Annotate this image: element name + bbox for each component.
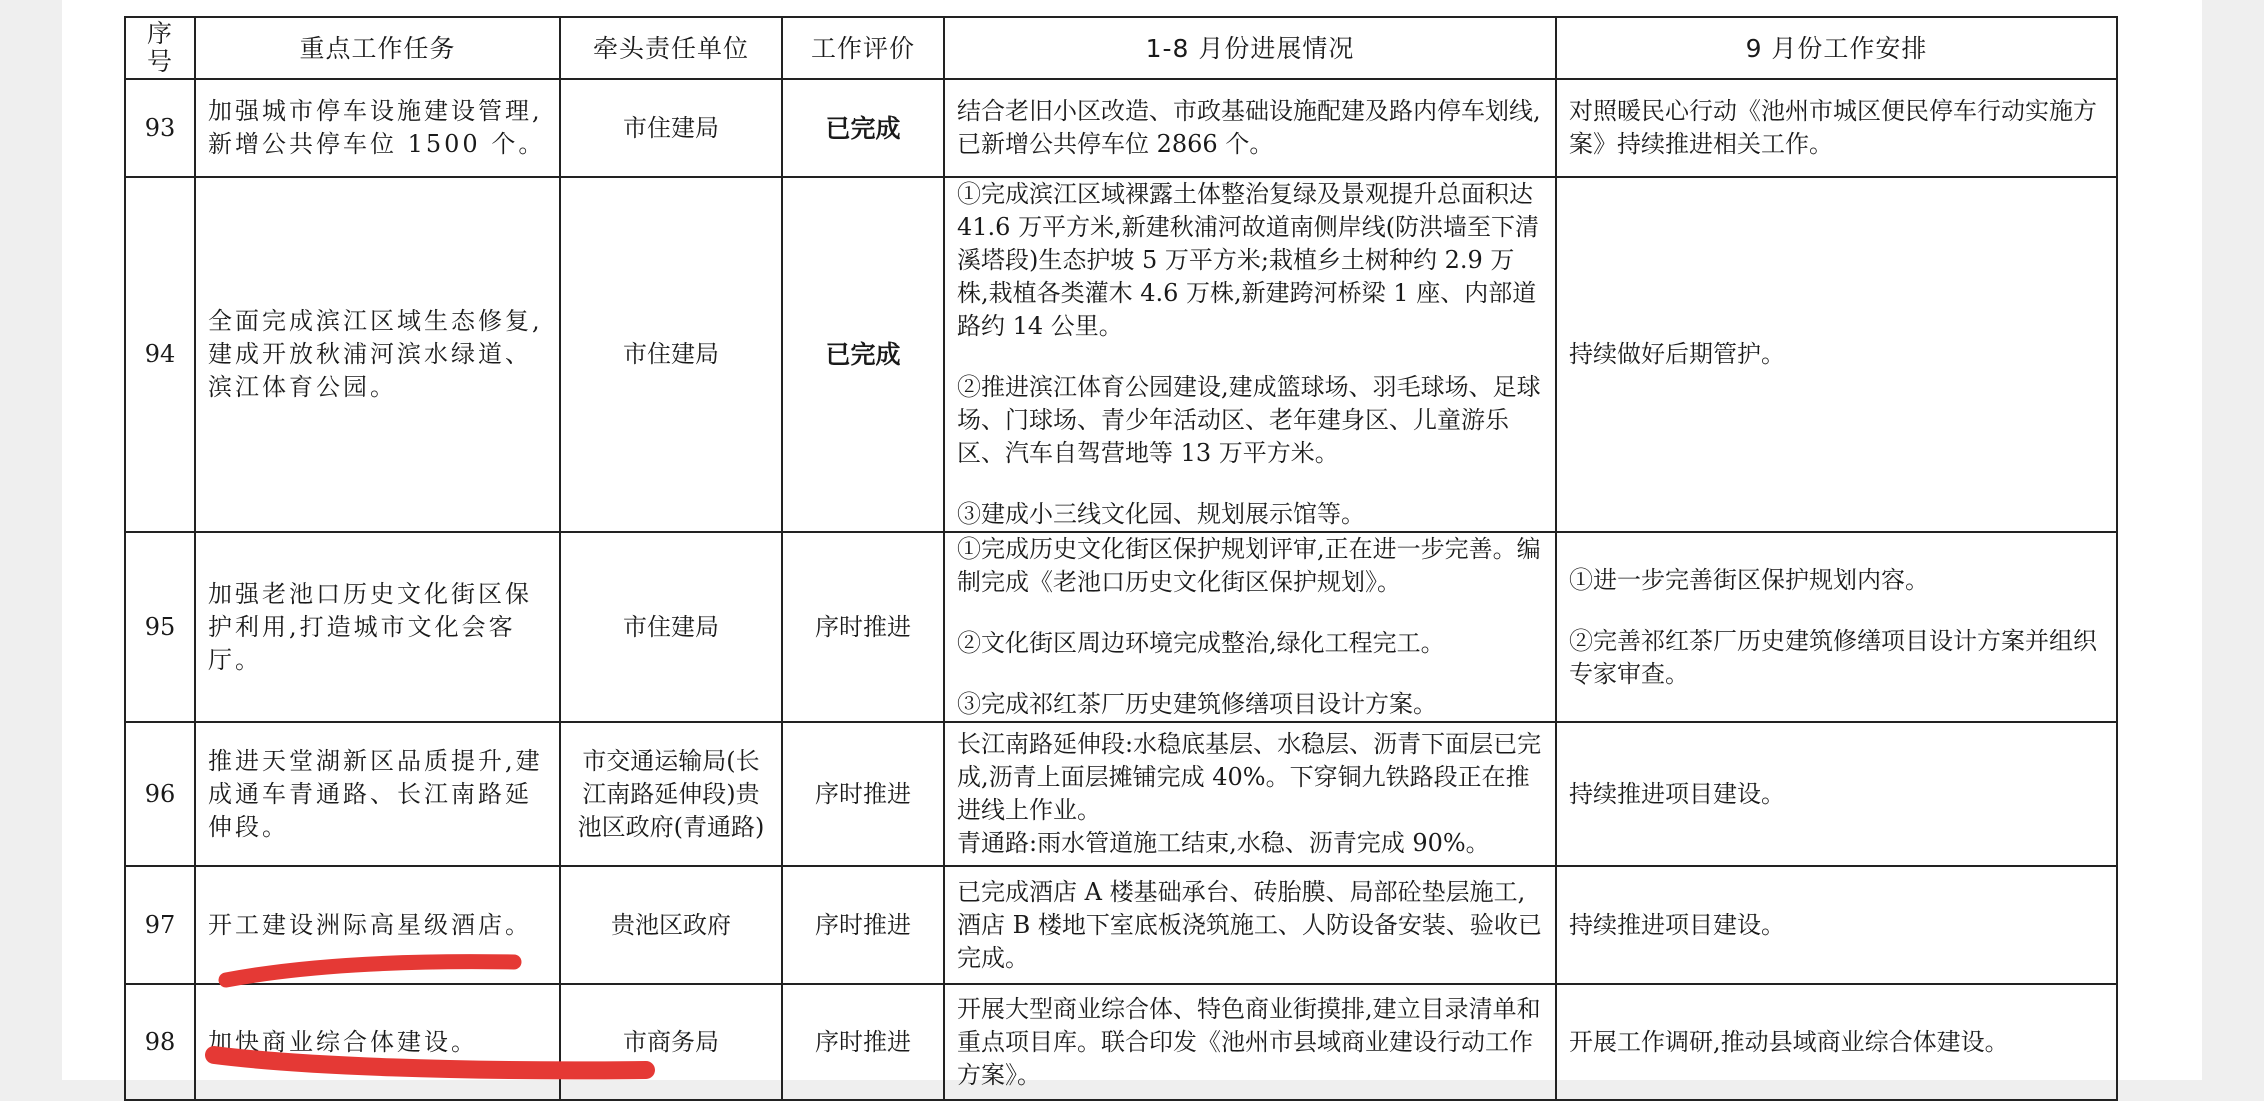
table-row xyxy=(125,79,2117,177)
progress-cell xyxy=(944,532,1556,722)
evaluation-cell: 已完成 xyxy=(782,177,944,532)
task-cell: 加强城市停车设施建设管理,新增公共停车位 1500 个。 xyxy=(195,79,560,177)
table-row xyxy=(125,532,2117,722)
plan-cell: 持续推进项目建设。 xyxy=(1556,722,2117,866)
progress-cell xyxy=(944,722,1556,866)
evaluation-cell: 已完成 xyxy=(782,79,944,177)
header-serial-number: 序号 xyxy=(125,17,195,79)
task-cell: 全面完成滨江区域生态修复,建成开放秋浦河滨水绿道、滨江体育公园。 xyxy=(195,177,560,532)
table-row xyxy=(125,722,2117,866)
plan-item: ①进一步完善街区保护规划内容。 xyxy=(1569,565,1929,594)
unit-cell: 市住建局 xyxy=(560,532,782,722)
progress-item: 青通路:雨水管道施工结束,水稳、沥青完成 90%。 xyxy=(957,829,1490,857)
progress-cell: 开展大型商业综合体、特色商业街摸排,建立目录清单和重点项目库。联合印发《池州市县域商业建设行动工作方案》。 xyxy=(944,984,1556,1100)
table-row xyxy=(125,866,2117,984)
task-cell: 加强老池口历史文化街区保护利用,打造城市文化会客厅。 xyxy=(195,532,560,722)
row-number: 94 xyxy=(125,177,195,532)
progress-item: ②推进滨江体育公园建设,建成篮球场、羽毛球场、足球场、门球场、青少年活动区、老年建身区、儿童游乐区、汽车自驾营地等 13 万平方米。 xyxy=(957,373,1541,467)
row-number: 98 xyxy=(125,984,195,1100)
unit-cell: 市商务局 xyxy=(560,984,782,1100)
header-evaluation: 工作评价 xyxy=(782,17,944,79)
header-lead-unit: 牵头责任单位 xyxy=(560,17,782,79)
task-cell: 开工建设洲际高星级酒店。 xyxy=(195,866,560,984)
plan-cell: 持续做好后期管护。 xyxy=(1556,177,2117,532)
plan-cell: 持续推进项目建设。 xyxy=(1556,866,2117,984)
plan-cell: 开展工作调研,推动县域商业综合体建设。 xyxy=(1556,984,2117,1100)
progress-item: ①完成滨江区域裸露土体整治复绿及景观提升总面积达 41.6 万平方米,新建秋浦河故道南侧岸线(防洪墙至下清溪塔段)生态护坡 5 万平方米;栽植乡土树种约 2.9 万株,栽植各类灌木 4.6 万株,新建跨河桥梁 1 座、内部道路约 14 公里。 xyxy=(957,180,1540,340)
plan-cell: 对照暖民心行动《池州市城区便民停车行动实施方案》持续推进相关工作。 xyxy=(1556,79,2117,177)
row-number: 96 xyxy=(125,722,195,866)
unit-cell: 市住建局 xyxy=(560,177,782,532)
progress-item: ②文化街区周边环境完成整治,绿化工程完工。 xyxy=(957,629,1445,657)
work-progress-table xyxy=(124,16,2118,1101)
table-row xyxy=(125,984,2117,1100)
header-key-task: 重点工作任务 xyxy=(195,17,560,79)
plan-item: ②完善祁红茶厂历史建筑修缮项目设计方案并组织专家审查。 xyxy=(1569,626,2097,688)
table-header-row xyxy=(125,17,2117,79)
unit-cell: 市住建局 xyxy=(560,79,782,177)
evaluation-cell: 序时推进 xyxy=(782,532,944,722)
task-cell: 加快商业综合体建设。 xyxy=(195,984,560,1100)
row-number: 95 xyxy=(125,532,195,722)
row-number: 97 xyxy=(125,866,195,984)
header-progress: 1-8 月份进展情况 xyxy=(944,17,1556,79)
progress-cell xyxy=(944,177,1556,532)
progress-item: ③建成小三线文化园、规划展示馆等。 xyxy=(957,500,1365,528)
task-cell: 推进天堂湖新区品质提升,建成通车青通路、长江南路延伸段。 xyxy=(195,722,560,866)
table-row xyxy=(125,177,2117,532)
evaluation-cell: 序时推进 xyxy=(782,984,944,1100)
unit-cell: 贵池区政府 xyxy=(560,866,782,984)
unit-cell: 市交通运输局(长江南路延伸段)贵池区政府(青通路) xyxy=(560,722,782,866)
row-number: 93 xyxy=(125,79,195,177)
progress-cell: 已完成酒店 A 楼基础承台、砖胎膜、局部砼垫层施工,酒店 B 楼地下室底板浇筑施工、人防设备安装、验收已完成。 xyxy=(944,866,1556,984)
plan-cell xyxy=(1556,532,2117,722)
progress-item: 长江南路延伸段:水稳底基层、水稳层、沥青下面层已完成,沥青上面层摊铺完成 40%。下穿铜九铁路段正在推进线上作业。 xyxy=(957,730,1542,824)
progress-item: ①完成历史文化街区保护规划评审,正在进一步完善。编制完成《老池口历史文化街区保护规划》。 xyxy=(957,535,1541,596)
progress-cell: 结合老旧小区改造、市政基础设施配建及路内停车划线,已新增公共停车位 2866 个。 xyxy=(944,79,1556,177)
progress-item: ③完成祁红茶厂历史建筑修缮项目设计方案。 xyxy=(957,690,1437,718)
header-next-plan: 9 月份工作安排 xyxy=(1556,17,2117,79)
evaluation-cell: 序时推进 xyxy=(782,722,944,866)
evaluation-cell: 序时推进 xyxy=(782,866,944,984)
